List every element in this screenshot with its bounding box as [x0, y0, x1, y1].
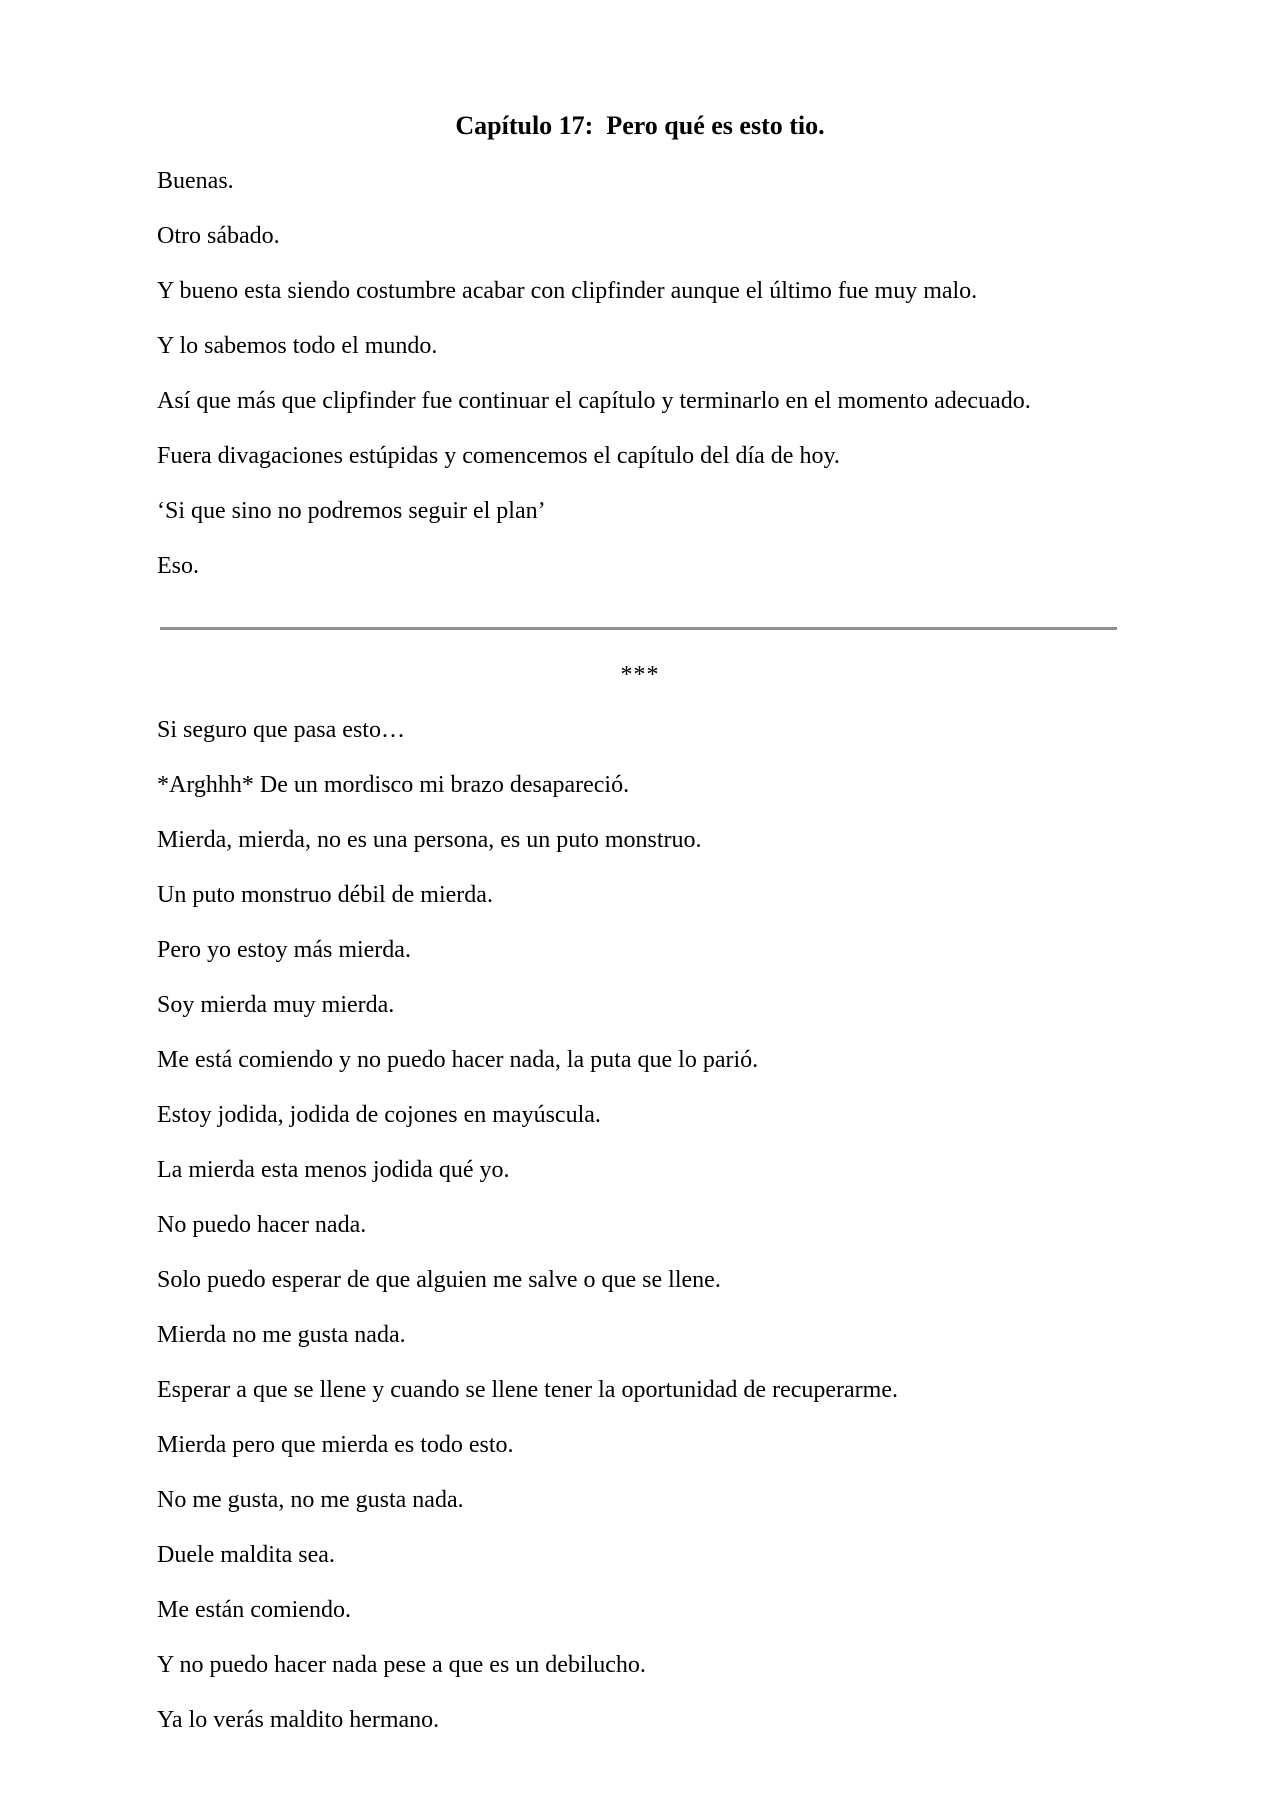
paragraph: No me gusta, no me gusta nada.: [157, 1487, 464, 1513]
section-break-asterisks: ***: [620, 662, 660, 688]
paragraph: Buenas.: [157, 168, 234, 194]
paragraph: Me está comiendo y no puedo hacer nada, la puta que lo parió.: [157, 1047, 759, 1073]
section-divider-rule: [160, 627, 1117, 630]
chapter-title: Capítulo 17: Pero qué es esto tio.: [455, 111, 825, 140]
paragraph: Esperar a que se llene y cuando se llene tener la oportunidad de recuperarme.: [157, 1377, 898, 1403]
paragraph: No puedo hacer nada.: [157, 1212, 367, 1238]
paragraph: Ya lo verás maldito hermano.: [157, 1707, 440, 1733]
paragraph: Fuera divagaciones estúpidas y comencemos el capítulo del día de hoy.: [157, 443, 840, 469]
paragraph: Y bueno esta siendo costumbre acabar con clipfinder aunque el último fue muy malo.: [157, 278, 978, 304]
paragraph: Así que más que clipfinder fue continuar el capítulo y terminarlo en el momento adecuado.: [157, 388, 1031, 414]
paragraph: Me están comiendo.: [157, 1597, 351, 1623]
paragraph: Mierda, mierda, no es una persona, es un puto monstruo.: [157, 827, 702, 853]
paragraph: Y no puedo hacer nada pese a que es un debilucho.: [157, 1652, 646, 1678]
paragraph: Pero yo estoy más mierda.: [157, 937, 411, 963]
paragraph: Solo puedo esperar de que alguien me salve o que se llene.: [157, 1267, 721, 1293]
paragraph: Duele maldita sea.: [157, 1542, 335, 1568]
paragraph: Mierda pero que mierda es todo esto.: [157, 1432, 514, 1458]
paragraph: *Arghhh* De un mordisco mi brazo desapareció.: [157, 772, 630, 798]
paragraph: Eso.: [157, 553, 199, 579]
paragraph: Otro sábado.: [157, 223, 280, 249]
paragraph: Mierda no me gusta nada.: [157, 1322, 406, 1348]
paragraph: ‘Si que sino no podremos seguir el plan’: [157, 498, 546, 524]
paragraph: Soy mierda muy mierda.: [157, 992, 395, 1018]
paragraph: Y lo sabemos todo el mundo.: [157, 333, 438, 359]
paragraph: Un puto monstruo débil de mierda.: [157, 882, 493, 908]
paragraph: La mierda esta menos jodida qué yo.: [157, 1157, 510, 1183]
paragraph: Si seguro que pasa esto…: [157, 717, 405, 743]
paragraph: Estoy jodida, jodida de cojones en mayúscula.: [157, 1102, 601, 1128]
